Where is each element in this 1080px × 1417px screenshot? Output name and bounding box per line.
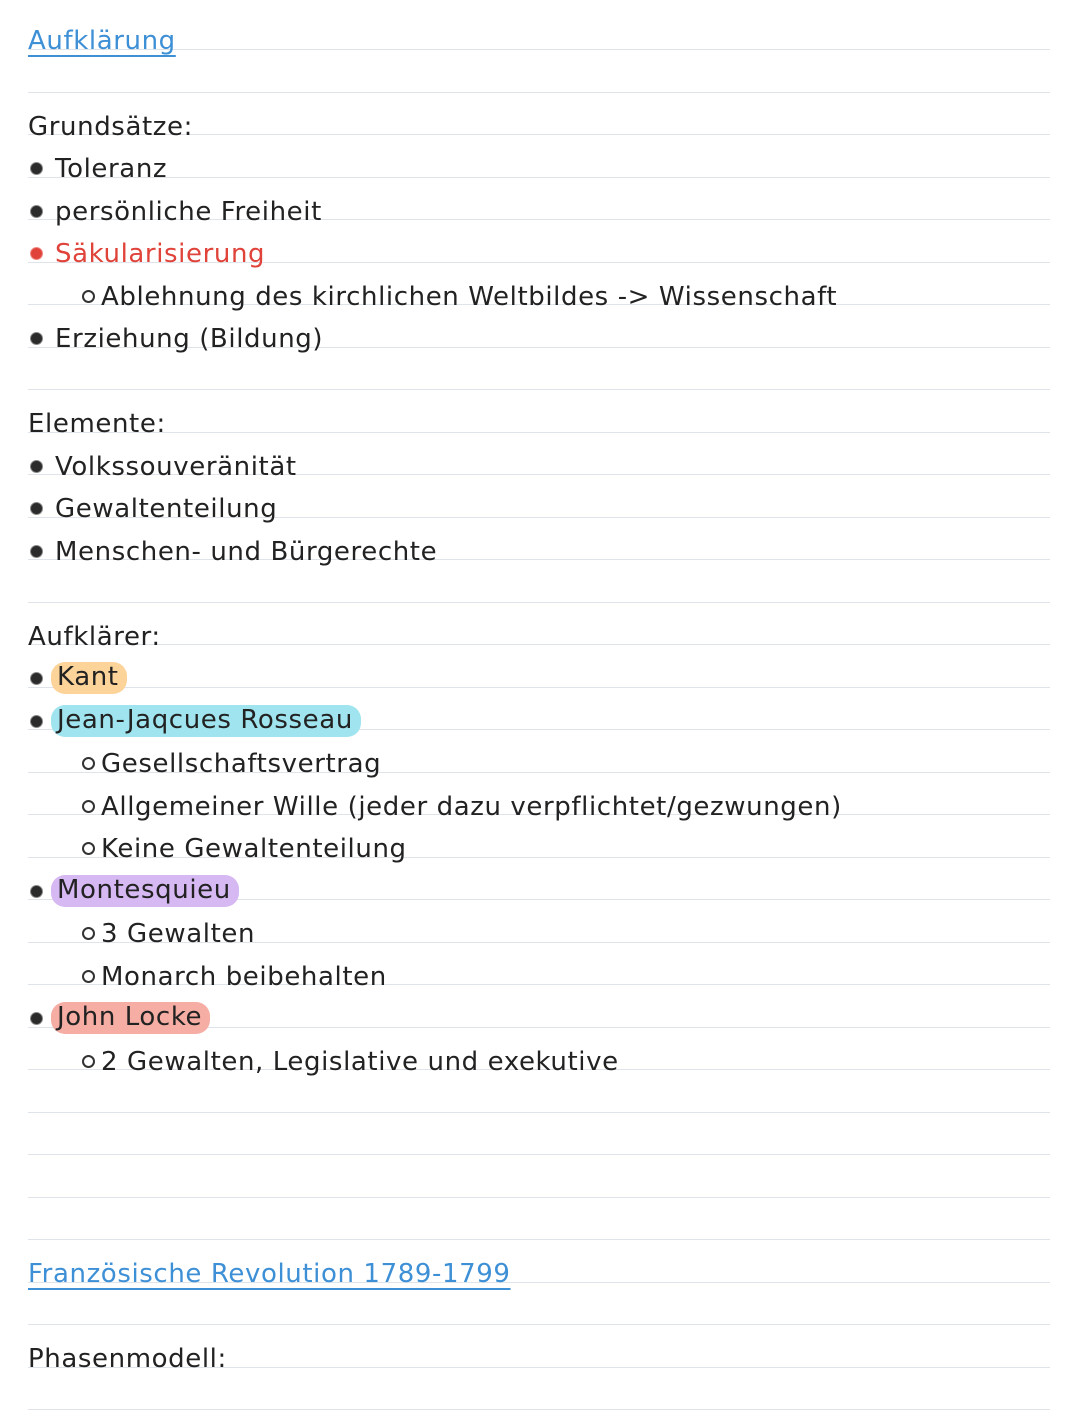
bullet-icon bbox=[30, 885, 43, 898]
ruled-line bbox=[28, 1197, 1050, 1198]
person-item-montesquieu bbox=[28, 865, 239, 907]
ruled-line bbox=[28, 1324, 1050, 1325]
bullet-icon bbox=[30, 545, 43, 558]
sub-list-item: 3 Gewalten bbox=[82, 907, 255, 949]
heading-grundsaetze: Grundsätze: bbox=[28, 112, 193, 142]
ruled-line bbox=[28, 1409, 1050, 1410]
bullet-icon bbox=[30, 460, 43, 473]
bullet-icon bbox=[30, 672, 43, 685]
list-item: Säkularisierung bbox=[28, 227, 265, 269]
list-item: Erziehung (Bildung) bbox=[28, 312, 323, 354]
list-item: Volkssouveränität bbox=[28, 440, 297, 482]
bullet-icon bbox=[30, 332, 43, 345]
heading-phasenmodell: Phasenmodell: bbox=[28, 1344, 227, 1374]
ruled-line bbox=[28, 1112, 1050, 1113]
sub-list-item: Ablehnung des kirchlichen Weltbildes -> Wissenschaft bbox=[82, 270, 837, 312]
bullet-icon bbox=[30, 162, 43, 175]
person-item-rosseau bbox=[28, 695, 361, 737]
ruled-line bbox=[28, 49, 1050, 50]
circle-bullet-icon bbox=[82, 757, 95, 770]
person-name: Kant bbox=[51, 662, 127, 694]
circle-bullet-icon bbox=[82, 970, 95, 983]
sub-list-item: 2 Gewalten, Legislative und exekutive bbox=[82, 1035, 619, 1077]
sub-list-item: Allgemeiner Wille (jeder dazu verpflichtet/gezwungen) bbox=[82, 780, 842, 822]
ruled-line bbox=[28, 644, 1050, 645]
ruled-line bbox=[28, 389, 1050, 390]
section-title-aufklaerung: Aufklärung bbox=[28, 26, 176, 56]
heading-elemente: Elemente: bbox=[28, 409, 166, 439]
ruled-line bbox=[28, 432, 1050, 433]
list-item: Menschen- und Bürgerechte bbox=[28, 525, 437, 567]
bullet-icon bbox=[30, 502, 43, 515]
ruled-line bbox=[28, 177, 1050, 178]
bullet-icon bbox=[30, 1012, 43, 1025]
circle-bullet-icon bbox=[82, 1055, 95, 1068]
person-item-kant bbox=[28, 652, 127, 694]
list-item: Gewaltenteilung bbox=[28, 482, 277, 524]
sub-list-item: Keine Gewaltenteilung bbox=[82, 822, 407, 864]
circle-bullet-icon bbox=[82, 290, 95, 303]
sub-list-item: Gesellschaftsvertrag bbox=[82, 737, 381, 779]
list-item: persönliche Freiheit bbox=[28, 185, 322, 227]
sub-list-item: Monarch beibehalten bbox=[82, 950, 387, 992]
circle-bullet-icon bbox=[82, 842, 95, 855]
ruled-line bbox=[28, 92, 1050, 93]
person-item-locke bbox=[28, 992, 210, 1034]
ruled-line bbox=[28, 1239, 1050, 1240]
list-item: Toleranz bbox=[28, 142, 167, 184]
bullet-icon bbox=[30, 715, 43, 728]
person-name: Montesquieu bbox=[51, 875, 239, 907]
person-name: Jean-Jaqcues Rosseau bbox=[51, 705, 361, 737]
ruled-line bbox=[28, 1154, 1050, 1155]
ruled-line bbox=[28, 602, 1050, 603]
page-title bbox=[28, 14, 176, 56]
circle-bullet-icon bbox=[82, 800, 95, 813]
bullet-icon bbox=[30, 205, 43, 218]
circle-bullet-icon bbox=[82, 927, 95, 940]
section-title-revolution: Französische Revolution 1789-1799 bbox=[28, 1259, 511, 1289]
section-title-revolution-row bbox=[28, 1247, 511, 1289]
ruled-line bbox=[28, 687, 1050, 688]
heading-aufklaerer: Aufklärer: bbox=[28, 622, 161, 652]
person-name: John Locke bbox=[51, 1002, 210, 1034]
bullet-icon bbox=[30, 247, 43, 260]
